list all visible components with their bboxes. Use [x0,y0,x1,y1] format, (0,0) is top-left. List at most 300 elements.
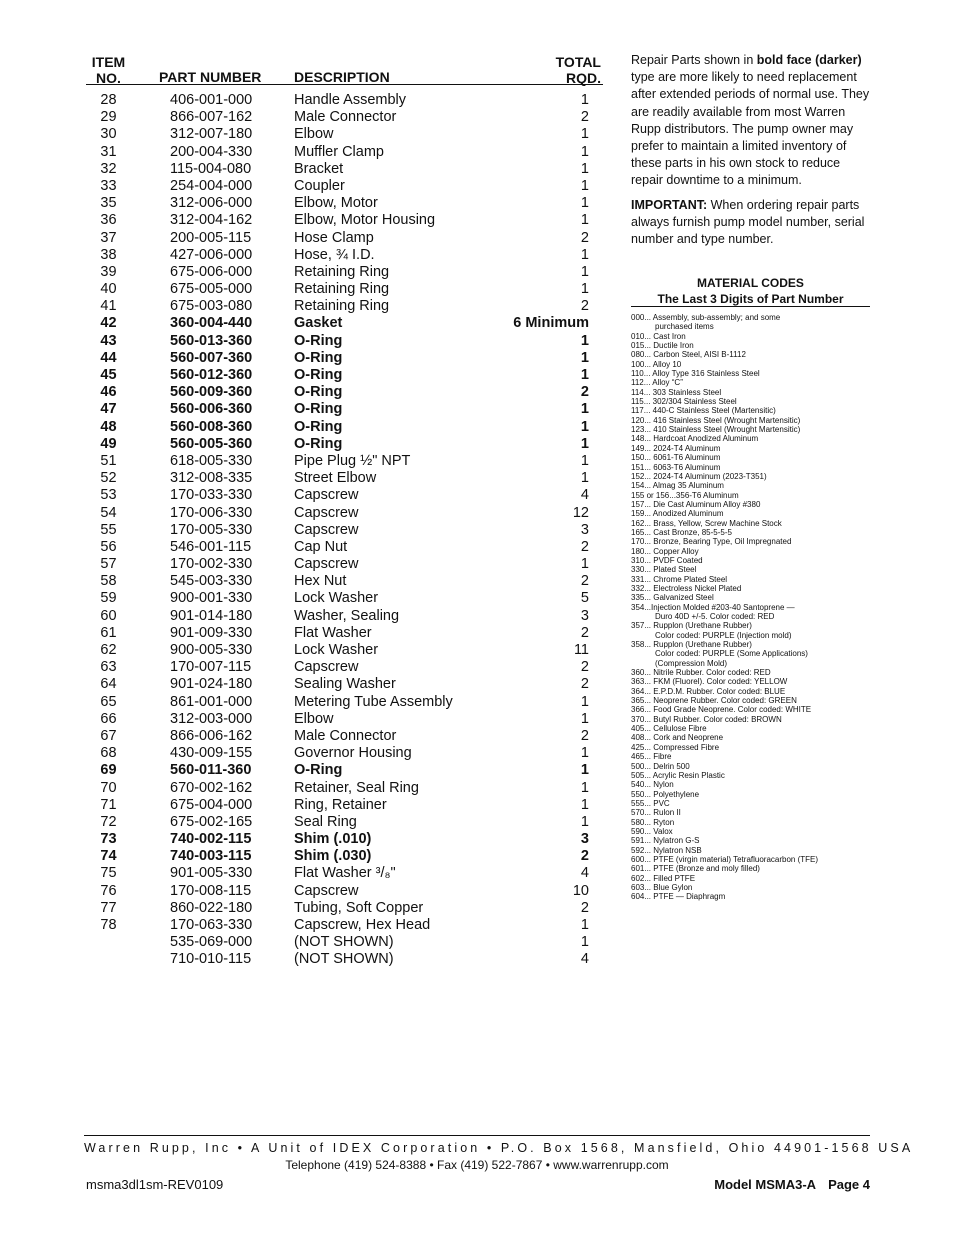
material-code-line: 366... Food Grade Neoprene. Color coded: WHITE [631,705,812,715]
part-number: 866-006-162 [170,727,253,744]
description: O-Ring [294,435,343,452]
quantity-required: 1 [580,693,589,710]
item-number: 70 [100,779,117,796]
material-code-line: 159... Anodized Aluminum [631,509,724,519]
item-header-line2: NO. [96,70,121,86]
material-code-line: 123... 410 Stainless Steel (Wrought Martensitic) [631,425,801,435]
item-number: 66 [100,710,117,727]
table-row [86,212,606,229]
description: Shim (.010) [294,831,372,848]
material-code-line: 110... Alloy Type 316 Stainless Steel [631,369,760,379]
material-code-line: 364... E.P.D.M. Rubber. Color coded: BLUE [631,686,786,696]
material-code-line: 152... 2024-T4 Aluminum (2023-T351) [631,471,767,481]
quantity-required: 2 [580,384,589,401]
item-number: 43 [100,332,117,349]
part-number: 860-022-180 [170,899,253,916]
item-number: 47 [100,401,117,418]
description: Metering Tube Assembly [294,693,453,710]
description: O-Ring [294,418,343,435]
quantity-required: 1 [580,556,589,573]
material-code-line: 150... 6061-T6 Aluminum [631,453,721,463]
item-number: 78 [100,917,117,933]
material-code-line: Color coded: PURPLE (Injection mold) [655,630,792,640]
item-number: 44 [100,349,117,366]
item-number: 73 [100,831,117,848]
item-number: 63 [100,659,117,676]
table-row [86,401,606,418]
material-code-line: 601... PTFE (Bronze and moly filled) [631,864,760,874]
description: Pipe Plug ½" NPT [294,452,411,469]
table-row [86,762,606,779]
part-number: 866-007-162 [170,109,253,126]
table-row [86,367,606,384]
quantity-required: 1 [580,126,589,143]
item-number: 58 [100,573,117,590]
material-code-line: 112... Alloy “C” [631,378,683,388]
material-code-line: 149... 2024-T4 Aluminum [631,443,721,453]
description: Flat Washer [294,624,372,641]
part-number: 710-010-115 [170,951,252,968]
item-number: 61 [100,624,117,641]
note-body: type are more likely to need replacement after extended periods of normal use. They are readily available from most Warren Rupp distributors. The pump owner may prefer to maintain a limited inventory of these parts in his own stock to reduce repair downtime to a minimum. [631,70,870,188]
description: Capscrew [294,659,359,676]
quantity-required: 1 [580,367,589,383]
material-codes-title: MATERIAL CODES [697,276,804,290]
description: Elbow [294,126,334,143]
part-number: 430-009-155 [170,745,253,762]
part-number: 200-004-330 [170,143,253,160]
description: Capscrew, Hex Head [294,917,431,933]
material-code-line: 505... Acrylic Resin Plastic [631,770,725,780]
material-code-line: 154... Almag 35 Aluminum [631,481,724,491]
description: Hex Nut [294,573,347,590]
material-code-line: 570... Rulon II [631,808,681,818]
repair-notes [631,52,871,255]
quantity-required: 2 [580,538,589,555]
material-code-line: 540... Nylon [631,780,674,790]
item-number: 60 [100,607,117,624]
item-number: 71 [100,796,117,813]
item-no-header [86,54,131,86]
material-code-line: 590... Valox [631,826,673,836]
item-number: 48 [100,418,117,435]
quantity-required: 1 [580,92,589,108]
footer-rule [84,1135,870,1136]
part-number: 670-002-162 [170,779,253,796]
description: Cap Nut [294,538,348,555]
part-number: 170-005-330 [170,521,253,538]
material-code-line: Duro 40D +/-5. Color coded: RED [655,612,775,621]
table-row [86,298,606,315]
quantity-required: 6 Minimum [513,315,589,332]
quantity-required: 2 [580,229,589,246]
part-number: 427-006-000 [170,246,253,263]
description: Capscrew [294,521,359,538]
quantity-required: 1 [580,263,589,280]
part-number: 170-006-330 [170,504,253,521]
part-number: 535-069-000 [170,934,253,951]
footer-company: Warren Rupp, Inc • A Unit of IDEX Corporation • P.O. Box 1568, Mansfield, Ohio 44901-1568 USA [84,1141,914,1155]
quantity-required: 1 [580,934,589,951]
quantity-required: 3 [580,607,589,624]
important-text: When ordering repair parts always furnish pump model number, serial number and type number. [631,197,865,247]
material-code-line: 592... Nylatron NSB [631,845,702,855]
quantity-required: 2 [580,727,589,744]
item-number: 42 [100,315,117,332]
material-code-line: 405... Cellulose Fibre [631,724,707,734]
part-number: 901-024-180 [170,676,253,693]
table-header [86,52,606,86]
item-number: 45 [100,367,117,383]
table-row [86,161,606,178]
table-row [86,728,606,745]
part-number: 675-006-000 [170,263,253,280]
material-code-line: 100... Alloy 10 [631,359,682,369]
table-row [86,694,606,711]
item-number: 68 [100,745,117,762]
quantity-required: 3 [580,521,589,538]
part-number: 115-004-080 [170,160,252,177]
item-number: 46 [100,384,117,401]
quantity-required: 2 [580,573,589,590]
material-codes-list [631,313,881,902]
description: Male Connector [294,109,397,126]
footer-model-page [714,1177,870,1192]
table-row [86,315,606,332]
item-number: 35 [100,195,117,212]
item-number: 74 [100,848,117,865]
part-number: 560-008-360 [170,418,253,435]
quantity-required: 2 [580,298,589,315]
material-code-line: 155 or 156...356-T6 Aluminum [631,490,739,500]
table-row [86,539,606,556]
quantity-required: 1 [580,470,589,487]
part-number: 560-009-360 [170,384,253,401]
part-number: 560-006-360 [170,401,253,418]
quantity-required: 3 [580,831,589,848]
part-number: 170-007-115 [170,659,252,676]
description: Hose, ¾ I.D. [294,246,375,263]
item-number: 36 [100,212,117,229]
material-code-line: 354...Injection Molded #203-40 Santoprene — [631,602,795,612]
table-row [86,505,606,522]
quantity-required: 1 [580,779,589,796]
description: Seal Ring [294,813,357,830]
quantity-required: 1 [580,332,589,349]
item-number: 64 [100,676,117,693]
item-number: 49 [100,435,117,452]
table-row [86,470,606,487]
item-number: 55 [100,521,117,538]
total-header-line1: TOTAL [555,54,601,70]
table-row [86,453,606,470]
description: Hose Clamp [294,229,374,246]
parts-table [86,52,606,969]
description: (NOT SHOWN) [294,934,394,951]
material-code-line: 550... Polyethylene [631,789,700,799]
quantity-required: 1 [580,796,589,813]
description: Elbow [294,710,334,727]
item-number: 67 [100,727,117,744]
quantity-required: 1 [580,195,589,212]
total-header-line2: RQD. [566,70,601,86]
part-number: 170-033-330 [170,487,253,504]
material-code-line: 600... PTFE (virgin material) Tetrafluoracarbon (TFE) [631,854,819,864]
description: Sealing Washer [294,676,396,693]
quantity-required: 1 [580,435,589,452]
table-row [86,797,606,814]
material-code-line: 331... Chrome Plated Steel [631,574,728,584]
item-number: 30 [100,126,117,143]
description: Retaining Ring [294,298,390,315]
material-code-line: 330... Plated Steel [631,565,697,575]
table-row [86,230,606,247]
quantity-required: 12 [572,504,589,521]
item-number: 72 [100,813,117,830]
description: O-Ring [294,349,343,366]
item-number: 29 [100,109,117,126]
part-number: 545-003-330 [170,573,253,590]
part-number: 200-005-115 [170,229,252,246]
item-number: 76 [100,882,117,899]
quantity-required: 2 [580,676,589,693]
part-number-header: PART NUMBER [159,69,262,85]
material-code-line: 555... PVC [631,798,670,808]
material-code-line: purchased items [655,322,714,332]
table-row [86,814,606,831]
note-intro: Repair Parts shown in [631,53,757,67]
description: Retainer, Seal Ring [294,779,419,796]
item-number: 28 [100,92,117,108]
table-row [86,608,606,625]
material-code-line: 358... Rupplon (Urethane Rubber) [631,640,752,650]
material-code-line: 115... 302/304 Stainless Steel [631,397,737,407]
description: Tubing, Soft Copper [294,899,424,916]
note-bold-phrase: bold face (darker) [756,53,862,67]
part-number: 560-012-360 [170,367,253,383]
table-row [86,676,606,693]
material-code-line: 148... Hardcoat Anodized Aluminum [631,434,759,444]
description: O-Ring [294,332,343,349]
part-number: 618-005-330 [170,452,253,469]
table-row [86,659,606,676]
description: Capscrew [294,487,359,504]
description: Elbow, Motor Housing [294,212,436,229]
description: Washer, Sealing [294,607,400,624]
item-number: 56 [100,538,117,555]
quantity-required: 1 [580,401,589,418]
material-codes-rule [631,306,870,307]
table-row [86,865,606,882]
table-row [86,917,606,934]
item-number: 59 [100,590,117,607]
header-rule [86,84,603,85]
table-row [86,92,606,109]
description: O-Ring [294,367,343,383]
item-number: 75 [100,865,117,882]
description: Street Elbow [294,470,377,487]
quantity-required: 2 [580,899,589,916]
material-code-line: 360... Nitrile Rubber. Color coded: RED [631,668,771,678]
table-row [86,178,606,195]
table-row [86,780,606,797]
part-number: 170-002-330 [170,556,253,573]
description: Lock Washer [294,590,379,607]
item-number: 53 [100,487,117,504]
quantity-required: 1 [580,813,589,830]
quantity-required: 1 [580,917,589,933]
material-code-line: 157... Die Cast Aluminum Alloy #380 [631,499,761,509]
table-row [86,951,606,968]
description: Bracket [294,160,344,177]
quantity-required: 1 [580,745,589,762]
item-number: 33 [100,177,117,194]
part-number: 560-013-360 [170,332,253,349]
material-code-line: 180... Copper Alloy [631,546,699,556]
table-row [86,350,606,367]
material-code-line: 408... Cork and Neoprene [631,733,724,743]
quantity-required: 1 [580,177,589,194]
quantity-required: 1 [580,160,589,177]
table-row [86,436,606,453]
material-code-line: 500... Delrin 500 [631,761,690,771]
item-number: 41 [100,298,117,315]
material-code-line: 357... Rupplon (Urethane Rubber) [631,621,752,631]
part-number: 900-005-330 [170,642,253,658]
description: Elbow, Motor [294,195,378,212]
material-codes-subtitle: The Last 3 Digits of Part Number [657,291,844,306]
footer-contact: Telephone (419) 524-8388 • Fax (419) 522-7867 • www.warrenrupp.com [285,1158,669,1172]
part-number: 560-011-360 [170,762,252,779]
part-number: 901-009-330 [170,624,253,641]
part-number: 312-004-162 [170,212,253,229]
material-code-line: 165... Cast Bronze, 85-5-5-5 [631,527,732,537]
item-header-line1: ITEM [91,54,126,70]
quantity-required: 2 [580,659,589,676]
material-code-line: 120... 416 Stainless Steel (Wrought Martensitic) [631,415,801,425]
table-row [86,625,606,642]
part-number: 312-008-335 [170,470,253,487]
material-code-line: 000... Assembly, sub-assembly; and some [631,313,781,322]
quantity-required: 1 [580,418,589,435]
material-code-line: 117... 440-C Stainless Steel (Martensitic) [631,406,776,416]
description: O-Ring [294,401,343,418]
part-number: 170-063-330 [170,917,253,933]
description: Lock Washer [294,642,379,658]
important-note [631,197,871,249]
quantity-required: 11 [573,642,589,658]
table-row [86,195,606,212]
material-code-line: (Compression Mold) [655,658,728,668]
part-number: 900-001-330 [170,590,253,607]
table-row [86,126,606,143]
table-row [86,109,606,126]
part-number: 170-008-115 [170,882,252,899]
table-row [86,883,606,900]
description: Retaining Ring [294,281,390,298]
material-code-line: 365... Neoprene Rubber. Color coded: GREEN [631,696,797,706]
table-row [86,573,606,590]
table-row [86,144,606,161]
description: O-Ring [294,762,343,779]
table-row [86,419,606,436]
material-code-line: 170... Bronze, Bearing Type, Oil Impregnated [631,537,792,547]
quantity-required: 4 [580,951,589,968]
quantity-required: 1 [580,762,589,779]
description: Capscrew [294,882,359,899]
table-row [86,333,606,350]
item-number: 38 [100,246,117,263]
item-number: 69 [100,762,117,779]
part-number: 560-005-360 [170,435,253,452]
description: Retaining Ring [294,263,390,280]
table-body [86,92,606,969]
table-row [86,487,606,504]
description: (NOT SHOWN) [294,951,394,968]
part-number: 546-001-115 [170,538,252,555]
description: Muffler Clamp [294,143,384,160]
table-row [86,264,606,281]
item-number: 62 [100,642,117,658]
quantity-required: 2 [580,848,589,865]
quantity-required: 5 [580,590,589,607]
quantity-required: 4 [580,487,589,504]
quantity-required: 2 [580,109,589,126]
description: Capscrew [294,504,359,521]
part-number: 861-001-000 [170,693,253,710]
quantity-required: 10 [572,882,589,899]
quantity-required: 1 [580,143,589,160]
repair-parts-note [631,52,871,190]
item-number: 40 [100,281,117,298]
part-number: 740-002-115 [170,831,252,848]
part-number: 675-003-080 [170,298,253,315]
table-row [86,247,606,264]
quantity-required: 1 [580,246,589,263]
part-number: 312-003-000 [170,710,253,727]
item-number: 39 [100,263,117,280]
footer-model: Model MSMA3-A [714,1177,817,1192]
important-label: IMPORTANT: [631,197,708,212]
quantity-required: 1 [580,212,589,229]
description: Ring, Retainer [294,796,387,813]
table-row [86,556,606,573]
item-number: 57 [100,556,117,573]
part-number: 406-001-000 [170,92,253,108]
description: Capscrew [294,556,359,573]
part-number: 360-004-440 [170,315,253,332]
item-number: 54 [100,504,117,521]
material-code-line: 591... Nylatron G-S [631,836,700,846]
quantity-required: 1 [580,349,589,366]
item-number: 52 [100,470,117,487]
material-code-line: 580... Ryton [631,817,675,827]
material-code-line: 080... Carbon Steel, AISI B-1112 [631,350,746,360]
description: Coupler [294,177,345,194]
quantity-required: 1 [580,281,589,298]
part-number: 560-007-360 [170,349,253,366]
material-code-line: 363... FKM (Fluorel). Color coded: YELLOW [631,677,788,687]
part-number: 312-006-000 [170,195,253,212]
material-code-line: 370... Butyl Rubber. Color coded: BROWN [631,714,782,724]
material-code-line: 335... Galvanized Steel [631,593,714,603]
quantity-required: 1 [580,710,589,727]
description: Male Connector [294,727,397,744]
material-codes-heading [631,276,870,307]
quantity-required: 4 [580,865,589,882]
material-code-line: 162... Brass, Yellow, Screw Machine Stock [631,518,782,528]
part-number: 675-002-165 [170,813,253,830]
